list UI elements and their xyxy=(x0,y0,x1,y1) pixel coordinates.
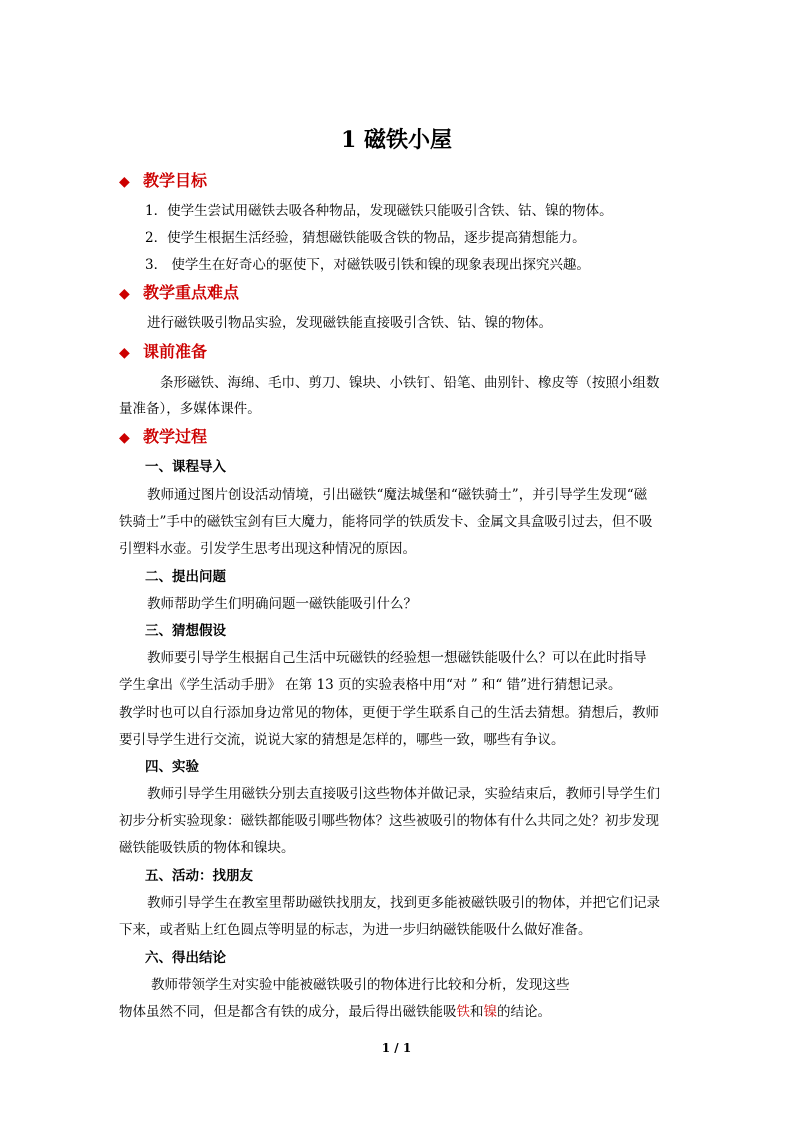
step-line: 教师通过图片创设活动情境，引出磁铁“魔法城堡和“磁铁骑士”，并引导学生发现“磁 xyxy=(147,487,648,503)
section-heading-label: 教学过程 xyxy=(143,427,208,446)
conclusion-line xyxy=(119,1002,551,1022)
nickel-highlight: 镍 xyxy=(483,1004,497,1020)
step-line: 下来，或者贴上红色圆点等明显的标志，为进一步归纳磁铁能吸什么做好准备。 xyxy=(119,922,592,938)
iron-highlight: 铁 xyxy=(456,1004,470,1020)
step-line: 教师带领学生对实验中能被磁铁吸引的物体进行比较和分析，发现这些 xyxy=(151,977,570,993)
preparation-line: 量准备），多媒体课件。 xyxy=(119,401,261,417)
step-line: 磁铁能吸铁质的物体和镍块。 xyxy=(119,840,295,856)
page-title: 1 磁铁小屋 xyxy=(341,127,452,153)
conclusion-text: 物体虽然不同，但是都含有铁的成分，最后得出磁铁能吸 xyxy=(119,1004,457,1020)
step-line: 铁骑士”手中的磁铁宝剑有巨大魔力，能将同学的铁质发卡、金属文具盒吸引过去，但不吸 xyxy=(119,514,653,530)
step-line: 引塑料水壶。引发学生思考出现这种情况的原因。 xyxy=(119,541,416,557)
step-line: 教师引导学生用磁铁分别去直接吸引这些物体并做记录，实验结束后，教师引导学生们 xyxy=(147,786,660,802)
step-line: 初步分析实验现象：磁铁都能吸引哪些物体？这些被吸引的物体有什么共同之处？初步发现 xyxy=(119,813,659,829)
section-heading-preparation xyxy=(119,341,207,364)
section-heading-key-points xyxy=(119,282,239,305)
goal-item: 1．使学生尝试用磁铁去吸各种物品，发现磁铁只能吸引含铁、钴、镍的物体。 xyxy=(145,203,613,219)
goal-item: 2．使学生根据生活经验，猜想磁铁能吸含铁的物品，逐步提高猜想能力。 xyxy=(145,230,586,246)
section-heading-goals xyxy=(119,170,207,193)
section-heading-label: 教学重点难点 xyxy=(143,283,240,302)
section-heading-label: 教学目标 xyxy=(143,171,208,190)
step-line: 教师帮助学生们明确问题一磁铁能吸引什么？ xyxy=(147,596,417,612)
conclusion-tail: 的结论。 xyxy=(497,1004,551,1020)
step-line: 教师要引导学生根据自己生活中玩磁铁的经验想一想磁铁能吸什么？可以在此时指导 xyxy=(147,650,647,666)
diamond-bullet-icon: ◆ xyxy=(119,430,130,446)
step-heading: 二、提出问题 xyxy=(145,569,226,585)
diamond-bullet-icon: ◆ xyxy=(119,345,130,361)
page-number: 1 / 1 xyxy=(381,1041,412,1055)
step-line: 学生拿出《学生活动手册》 在第 13 页的实验表格中用“对 ” 和“ 错”进行猜想记录。 xyxy=(119,677,622,693)
section-heading-process xyxy=(119,426,207,449)
step-heading: 五、活动：找朋友 xyxy=(145,868,253,884)
diamond-bullet-icon: ◆ xyxy=(119,286,130,302)
step-line: 教师引导学生在教室里帮助磁铁找朋友，找到更多能被磁铁吸引的物体，并把它们记录 xyxy=(147,895,660,911)
key-points-text: 进行磁铁吸引物品实验，发现磁铁能直接吸引含铁、钴、镍的物体。 xyxy=(147,315,552,331)
step-line: 教学时也可以自行添加身边常见的物体，更便于学生联系自己的生活去猜想。猜想后，教师 xyxy=(119,705,659,721)
preparation-line: 条形磁铁、海绵、毛巾、剪刀、镍块、小铁钉、铅笔、曲别针、橡皮等（按照小组数 xyxy=(160,375,660,391)
step-heading: 六、得出结论 xyxy=(145,950,226,966)
step-heading: 一、课程导入 xyxy=(145,459,226,475)
step-line: 要引导学生进行交流，说说大家的猜想是怎样的，哪些一致，哪些有争议。 xyxy=(119,732,565,748)
goal-item: 3． 使学生在好奇心的驱使下，对磁铁吸引铁和镍的现象表现出探究兴趣。 xyxy=(145,257,590,273)
step-heading: 四、实验 xyxy=(145,759,199,775)
conclusion-and: 和 xyxy=(470,1004,484,1020)
step-heading: 三、猜想假设 xyxy=(145,623,226,639)
diamond-bullet-icon: ◆ xyxy=(119,174,130,190)
section-heading-label: 课前准备 xyxy=(143,342,208,361)
